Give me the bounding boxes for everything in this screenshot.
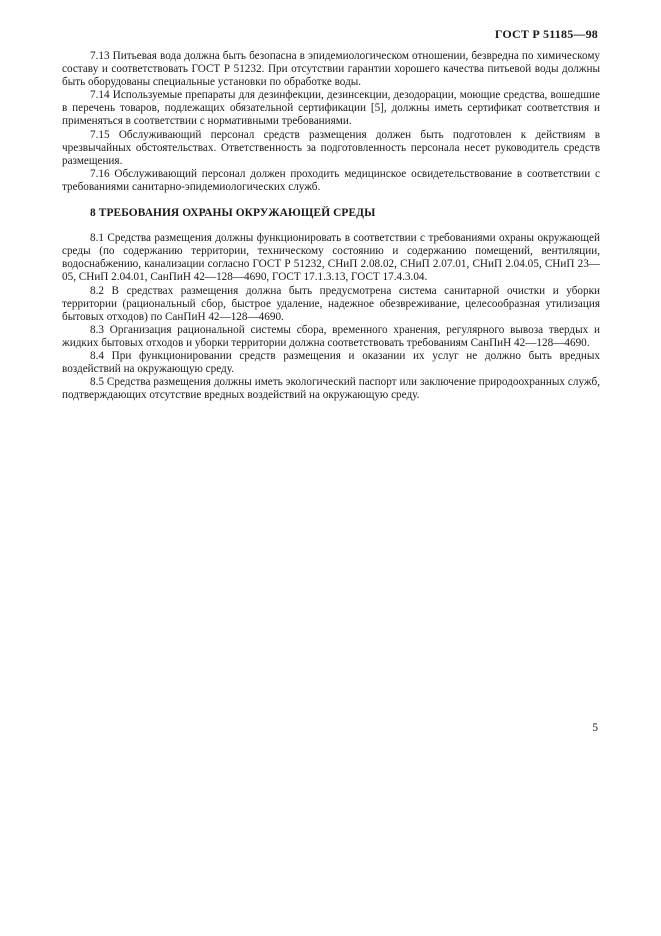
- section-8-heading: 8 ТРЕБОВАНИЯ ОХРАНЫ ОКРУЖАЮЩЕЙ СРЕДЫ: [90, 207, 376, 220]
- paragraph-8-2: 8.2 В средствах размещения должна быть предусмотрена система санитарной очистки и уборки территории (рациональный сбор, быстрое удаление, надежное обезвреживание, целесообразная утилизация бытовых отходов) по СанПиН 42—128—4690.: [62, 284, 600, 323]
- paragraph-7-15: 7.15 Обслуживающий персонал средств размещения должен быть подготовлен к действиям в чрезвычайных обстоятельствах. Ответственность за подготовленность персонала несет руководитель средств размещения.: [62, 128, 600, 167]
- paragraph-8-4: 8.4 При функционировании средств размещения и оказании их услуг не должно быть вредных воздействий на окружающую среду.: [62, 349, 600, 376]
- paragraph-7-14: 7.14 Используемые препараты для дезинфекции, дезинсекции, дезодорации, моющие средства, вошедшие в перечень товаров, подлежащих обязательной сертификации [5], должны иметь сертификат соответствия и применяться в соответствии с нормативными требованиями.: [62, 89, 600, 128]
- page-number: 5: [592, 722, 598, 734]
- paragraph-7-16: 7.16 Обслуживающий персонал должен проходить медицинское освидетельствование в соответствии с требованиями санитарно-эпидемиологических служб.: [62, 167, 600, 193]
- paragraph-7-13: 7.13 Питьевая вода должна быть безопасна в эпидемиологическом отношении, безвредна по химическому составу и соответствовать ГОСТ Р 51232. При отсутствии гарантии хорошего качества питьевой воды должны быть оборудованы специальные установки по обработке воды.: [62, 50, 600, 89]
- paragraph-8-3: 8.3 Организация рациональной системы сбора, временного хранения, регулярного вывоза твердых и жидких бытовых отходов и уборки территории должна соответствовать требованиям СанПиН 42—128—4690.: [62, 323, 600, 349]
- document-code-header: ГОСТ Р 51185—98: [494, 27, 598, 41]
- paragraph-8-1: 8.1 Средства размещения должны функционировать в соответствии с требованиями охраны окружающей среды (по содержанию территории, техническому состоянию и содержанию помещений, вентиляции, водоснабжению, канализации согласно ГОСТ Р 51232, СНиП 2.08.02, СНиП 2.07.01, СНиП 2.04.05, СНиП 23—05, СНиП 2.04.01, СанПиН 42—128—4690, ГОСТ 17.1.3.13, ГОСТ 17.4.3.04.: [62, 232, 600, 284]
- page-body: [62, 50, 600, 402]
- paragraph-8-5: 8.5 Средства размещения должны иметь экологический паспорт или заключение природоохранных служб, подтверждающих отсутствие вредных воздействий на окружающую среду.: [62, 376, 600, 402]
